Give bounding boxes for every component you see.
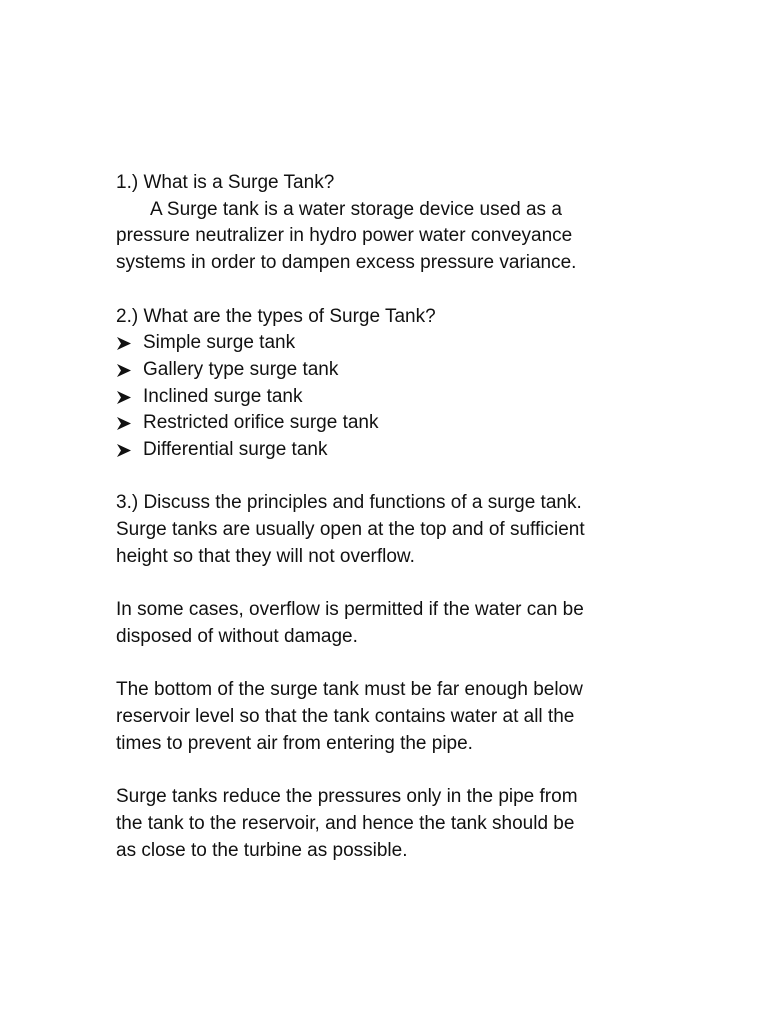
paragraph-line: reservoir level so that the tank contains water at all the bbox=[116, 706, 575, 727]
arrowhead-bullet-icon bbox=[116, 357, 143, 384]
answer-1-line: A Surge tank is a water storage device used as a bbox=[150, 198, 562, 220]
list-item-label: Differential surge tank bbox=[143, 439, 328, 461]
list-item-label: Restricted orifice surge tank bbox=[143, 412, 379, 434]
paragraph-line: height so that they will not overflow. bbox=[116, 545, 415, 567]
question-2-heading: 2.) What are the types of Surge Tank? bbox=[116, 305, 436, 327]
question-1-heading: 1.) What is a Surge Tank? bbox=[116, 172, 335, 193]
question-3-heading: 3.) Discuss the principles and functions of a surge tank. bbox=[116, 492, 582, 514]
list-item bbox=[116, 357, 656, 384]
list-item bbox=[116, 384, 656, 411]
list-item-label: Inclined surge tank bbox=[143, 385, 303, 407]
surge-tank-types-list bbox=[116, 330, 656, 464]
spacer bbox=[116, 464, 656, 491]
paragraph-line: Surge tanks reduce the pressures only in the pipe from bbox=[116, 786, 578, 808]
paragraph-line: disposed of without damage. bbox=[116, 625, 358, 647]
spacer bbox=[116, 757, 656, 784]
paragraph-line: times to prevent air from entering the pipe. bbox=[116, 732, 473, 754]
paragraph-line: The bottom of the surge tank must be far enough below bbox=[116, 679, 583, 701]
list-item-label: Simple surge tank bbox=[143, 332, 296, 354]
answer-1-line: pressure neutralizer in hydro power water conveyance bbox=[116, 225, 573, 247]
answer-1-line: systems in order to dampen excess pressure variance. bbox=[116, 252, 577, 274]
paragraph-line: In some cases, overflow is permitted if the water can be bbox=[116, 599, 584, 621]
list-item-label: Gallery type surge tank bbox=[143, 358, 339, 380]
arrowhead-bullet-icon bbox=[116, 410, 143, 437]
paragraph-line: the tank to the reservoir, and hence the tank should be bbox=[116, 812, 575, 834]
list-item bbox=[116, 330, 656, 357]
list-item bbox=[116, 410, 656, 437]
spacer bbox=[116, 277, 656, 304]
arrowhead-bullet-icon bbox=[116, 384, 143, 411]
paragraph-line: as close to the turbine as possible. bbox=[116, 839, 408, 861]
arrowhead-bullet-icon bbox=[116, 330, 143, 357]
spacer bbox=[116, 571, 656, 598]
document-page bbox=[116, 170, 656, 864]
list-item bbox=[116, 437, 656, 464]
arrowhead-bullet-icon bbox=[116, 437, 143, 464]
paragraph-line: Surge tanks are usually open at the top and of sufficient bbox=[116, 519, 585, 541]
spacer bbox=[116, 651, 656, 678]
